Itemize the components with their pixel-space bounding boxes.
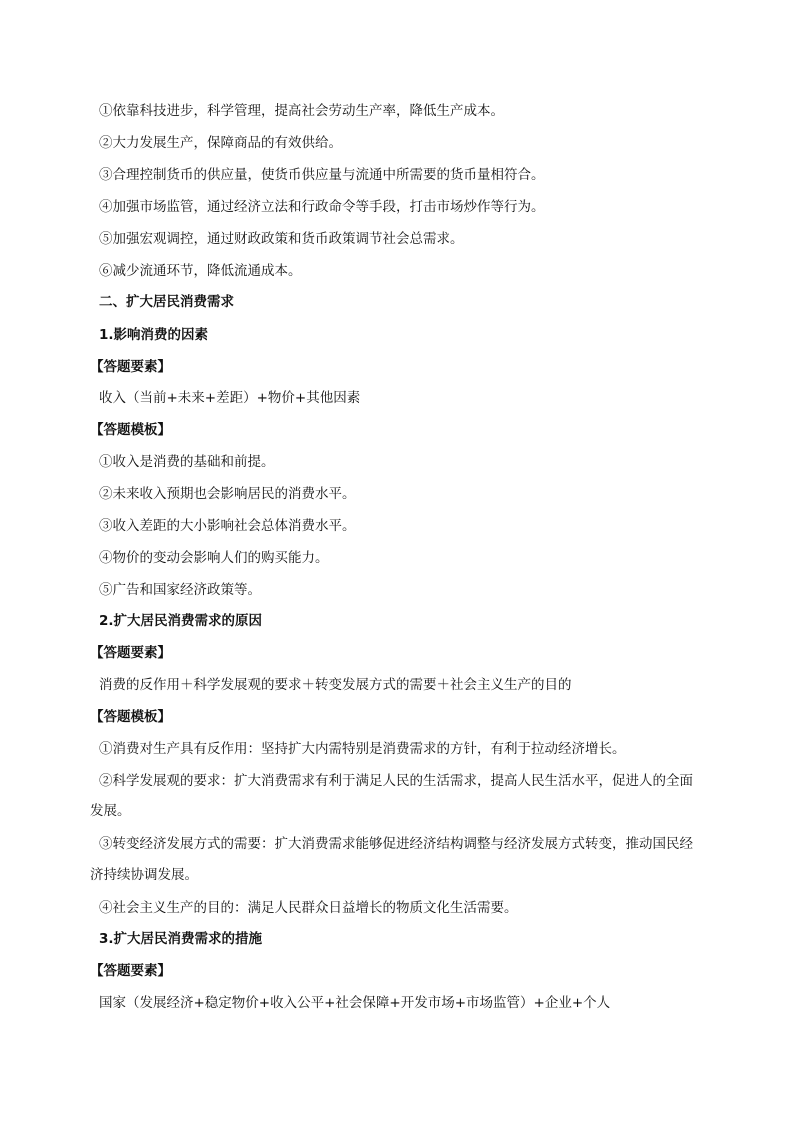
template-item: ③转变经济发展方式的需要：扩大消费需求能够促进经济结构调整与经济发展方式转变，推动国民经: [99, 836, 693, 852]
section-heading: 二、扩大居民消费需求: [99, 294, 234, 310]
measure-item: ②大力发展生产，保障商品的有效供给。: [99, 135, 342, 151]
template-item: ⑤广告和国家经济政策等。: [99, 582, 261, 598]
answer-template-label: 【答题模板】: [90, 709, 171, 725]
template-item: ③收入差距的大小影响社会总体消费水平。: [99, 518, 356, 534]
measure-item: ⑥减少流通环节，降低流通成本。: [99, 263, 302, 279]
subsection-heading: 3.扩大居民消费需求的措施: [99, 931, 263, 947]
answer-elements-text: 收入（当前+未来+差距）+物价+其他因素: [99, 390, 361, 406]
answer-elements-text: 消费的反作用＋科学发展观的要求＋转变发展方式的需要＋社会主义生产的目的: [99, 677, 572, 693]
measure-item: ④加强市场监管，通过经济立法和行政命令等手段，打击市场炒作等行为。: [99, 199, 545, 215]
answer-elements-label: 【答题要素】: [90, 963, 171, 979]
template-item: ①收入是消费的基础和前提。: [99, 454, 275, 470]
subsection-heading: 2.扩大居民消费需求的原因: [99, 613, 263, 629]
template-item: ②未来收入预期也会影响居民的消费水平。: [99, 486, 356, 502]
answer-template-label: 【答题模板】: [90, 422, 171, 438]
answer-elements-text: 国家（发展经济+稳定物价+收入公平+社会保障+开发市场+市场监管）+企业+个人: [99, 995, 611, 1011]
measure-item: ③合理控制货币的供应量，使货币供应量与流通中所需要的货币量相符合。: [99, 167, 545, 183]
template-item: ①消费对生产具有反作用：坚持扩大内需特别是消费需求的方针，有利于拉动经济增长。: [99, 741, 626, 757]
template-item-continuation: 发展。: [90, 803, 131, 819]
measure-item: ⑤加强宏观调控，通过财政政策和货币政策调节社会总需求。: [99, 231, 464, 247]
template-item: ④物价的变动会影响人们的购买能力。: [99, 550, 329, 566]
answer-elements-label: 【答题要素】: [90, 645, 171, 661]
measure-item: ①依靠科技进步，科学管理，提高社会劳动生产率，降低生产成本。: [99, 103, 504, 119]
template-item: ②科学发展观的要求：扩大消费需求有利于满足人民的生活需求，提高人民生活水平，促进人的全面: [99, 773, 693, 789]
answer-elements-label: 【答题要素】: [90, 359, 171, 375]
template-item: ④社会主义生产的目的：满足人民群众日益增长的物质文化生活需要。: [99, 900, 518, 916]
subsection-heading: 1.影响消费的因素: [99, 327, 209, 343]
template-item-continuation: 济持续协调发展。: [90, 867, 198, 883]
